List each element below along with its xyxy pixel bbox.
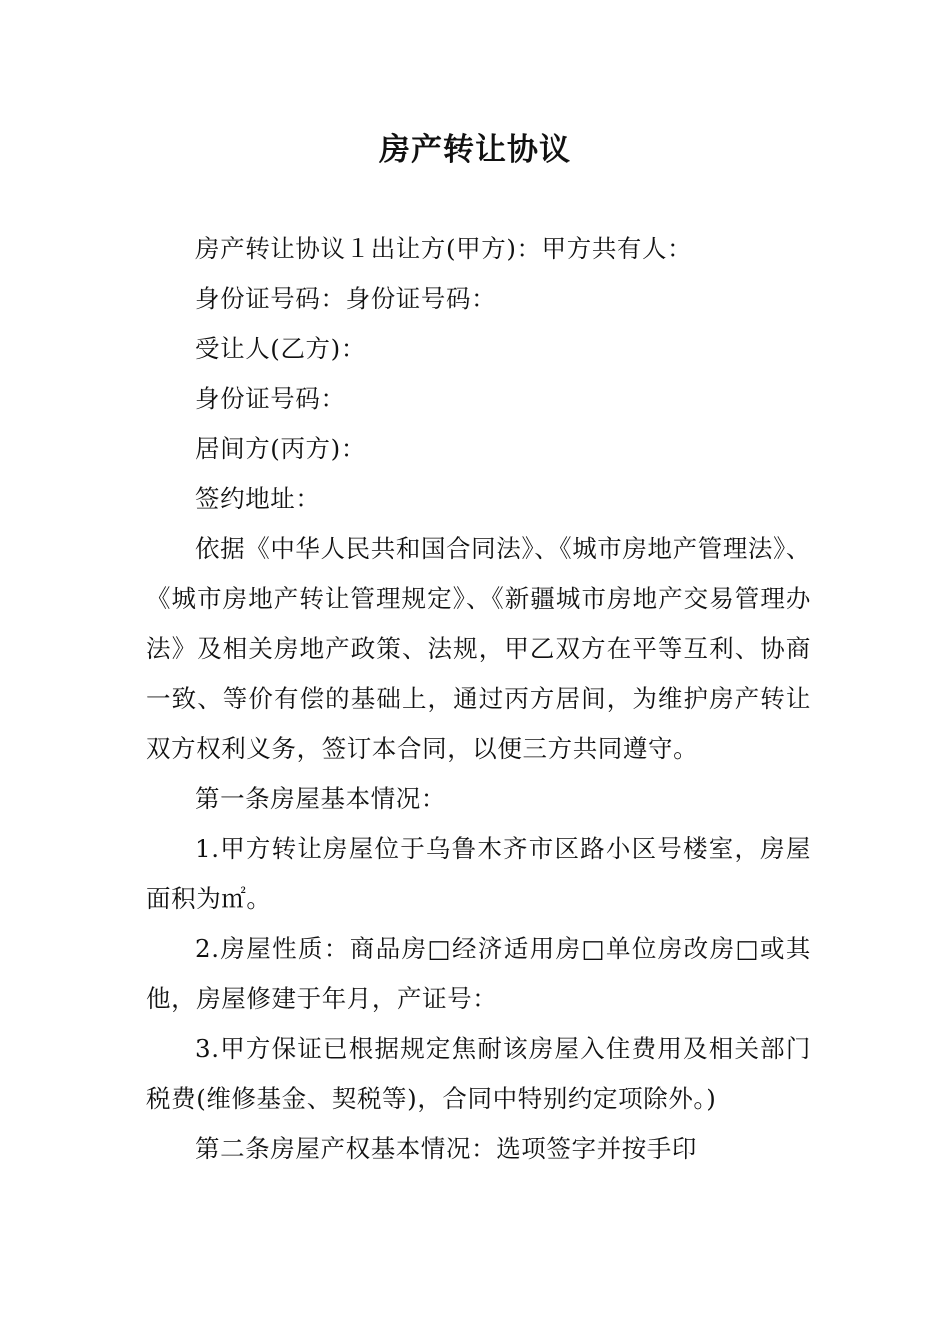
paragraph-legal-basis: 依据《中华人民共和国合同法》、《城市房地产管理法》、《城市房地产转让管理规定》、《新疆城市房地产交易管理办法》及相关房地产政策、法规，甲乙双方在平等互利、协商一致、等价有偿的基础上，通过丙方居间，为维护房产转让双方权利义务，签订本合同，以便三方共同遵守。 <box>146 534 811 763</box>
paragraph-intermediary: 居间方(丙方)： <box>195 434 366 463</box>
paragraph-article-1-heading: 第一条房屋基本情况： <box>195 784 446 813</box>
paragraph-article-1-item-1: 1.甲方转让房屋位于乌鲁木齐市区路小区号楼室，房屋面积为㎡。 <box>146 834 811 913</box>
paragraph-signing-address: 签约地址： <box>195 484 321 513</box>
paragraph-buyer: 受让人(乙方)： <box>195 334 366 363</box>
paragraph-parties-seller: 房产转让协议１出让方(甲方)：甲方共有人： <box>195 234 693 263</box>
document-title: 房产转让协议 <box>379 132 571 168</box>
paragraph-article-2-heading: 第二条房屋产权基本情况：选项签字并按手印 <box>195 1134 697 1163</box>
paragraph-article-1-item-2: 2.房屋性质：商品房□经济适用房□单位房改房□或其他，房屋修建于年月，产证号： <box>146 934 811 1013</box>
document-body <box>146 224 811 1174</box>
paragraph-article-1-item-3: 3.甲方保证已根据规定焦耐该房屋入住费用及相关部门税费(维修基金、契税等)，合同中特别约定项除外。) <box>146 1034 811 1113</box>
paragraph-buyer-id: 身份证号码： <box>195 384 346 413</box>
paragraph-seller-id: 身份证号码：身份证号码： <box>195 284 497 313</box>
